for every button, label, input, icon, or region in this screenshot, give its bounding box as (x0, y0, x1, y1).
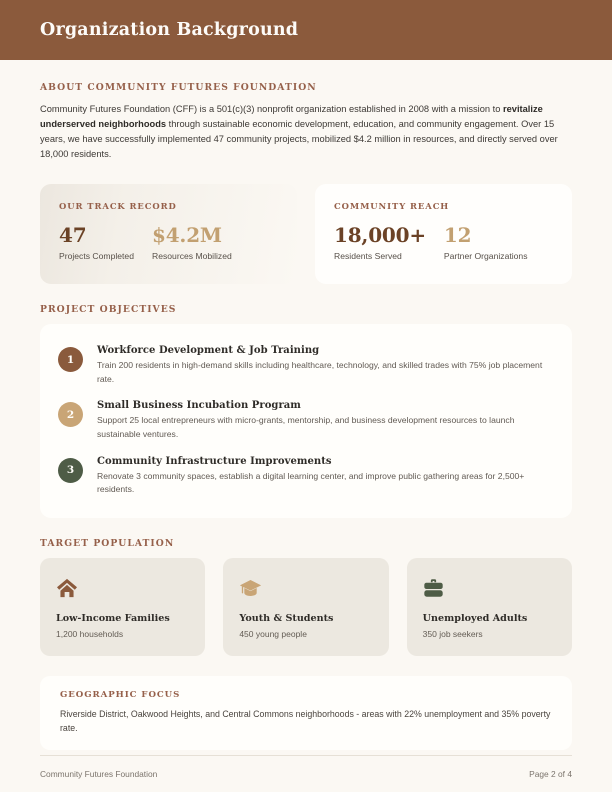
objective-description: Support 25 local entrepreneurs with micro-grants, mentorship, and business development resources to launch sustainable ventures. (97, 415, 515, 439)
house-icon (56, 576, 189, 600)
objective-description: Renovate 3 community spaces, establish a digital learning center, and improve public gathering areas for 2,500+ residents. (97, 470, 525, 495)
stat-item (334, 225, 444, 261)
stat-card-track-record (40, 184, 297, 284)
graduation-cap-icon (239, 576, 372, 600)
page-footer (40, 755, 572, 792)
about-text-bold: revitalize underserved neighborhoods (40, 104, 543, 130)
footer-organization-name: Community Futures Foundation (40, 769, 158, 779)
stat-label: Residents Served (334, 251, 402, 262)
stat-value: 18,000+ (334, 223, 426, 248)
population-card-subtitle: 1,200 households (56, 628, 124, 639)
stat-item (444, 225, 546, 261)
population-card-title: Unemployed Adults (422, 612, 528, 624)
about-paragraph (40, 102, 572, 162)
objectives-list (40, 324, 572, 517)
population-card-subtitle: 450 young people (239, 628, 307, 639)
population-card-low-income-families (40, 558, 205, 656)
stat-items (334, 225, 553, 261)
about-text-part2: through sustainable economic development, education, and community engagement. Over 15 years, we have successfully implemented 47 community projects, mobilized $4.2 million in resources, and directly served over 18,000 residents. (40, 119, 558, 160)
about-text-part1: Community Futures Foundation (CFF) is a 501(c)(3) nonprofit organization established in 2008 with a mission to (40, 104, 503, 114)
stat-value: 12 (443, 223, 472, 248)
stat-label: Partner Organizations (443, 251, 528, 262)
population-card-title: Low-Income Families (56, 612, 170, 624)
page-content (0, 60, 612, 792)
objectives-section (40, 304, 572, 517)
population-card-youth-students (223, 558, 388, 656)
footer-page-number: Page 2 of 4 (529, 769, 572, 779)
geographic-focus-title: GEOGRAPHIC FOCUS (60, 689, 181, 700)
objective-number-badge: 1 (58, 347, 83, 372)
stat-card-title: COMMUNITY REACH (334, 201, 450, 212)
stat-card-community-reach (315, 184, 572, 284)
stat-value: 47 (59, 223, 87, 248)
about-section-heading: ABOUT COMMUNITY FUTURES FOUNDATION (40, 82, 317, 93)
stat-item (152, 225, 250, 261)
briefcase-icon (423, 576, 556, 600)
stat-card-title: OUR TRACK RECORD (59, 201, 177, 212)
population-card-subtitle: 350 job seekers (422, 628, 483, 639)
page-title: Organization Background (40, 20, 299, 40)
objective-item (58, 338, 554, 393)
objective-title: Community Infrastructure Improvements (97, 455, 332, 467)
target-population-row (40, 558, 572, 656)
population-card-title: Youth & Students (239, 612, 334, 624)
stat-label: Resources Mobilized (152, 251, 232, 262)
stat-items (59, 225, 278, 261)
stats-row (40, 184, 572, 284)
objective-item (58, 393, 554, 448)
page-header (0, 0, 612, 60)
objective-number-badge: 2 (58, 402, 83, 427)
objective-title: Small Business Incubation Program (97, 400, 301, 412)
stat-label: Projects Completed (59, 251, 134, 262)
objectives-section-heading: PROJECT OBJECTIVES (40, 304, 177, 316)
geographic-focus-box (40, 676, 572, 750)
objective-body (97, 345, 554, 386)
population-card-unemployed-adults (407, 558, 572, 656)
geographic-focus-text: Riverside District, Oakwood Heights, and Central Commons neighborhoods - areas with 22% unemployment and 35% poverty rate. (60, 708, 551, 733)
objective-body (97, 400, 554, 441)
stat-value: $4.2M (152, 223, 222, 248)
stat-item (59, 225, 152, 261)
objective-body (97, 456, 554, 497)
objective-number-badge: 3 (58, 458, 83, 483)
target-population-section (40, 538, 572, 656)
target-population-heading: TARGET POPULATION (40, 537, 175, 549)
objective-title: Workforce Development & Job Training (97, 345, 320, 357)
objective-item (58, 449, 554, 504)
objective-description: Train 200 residents in high-demand skills including healthcare, technology, and skilled trades with 75% job placement rate. (97, 360, 543, 384)
